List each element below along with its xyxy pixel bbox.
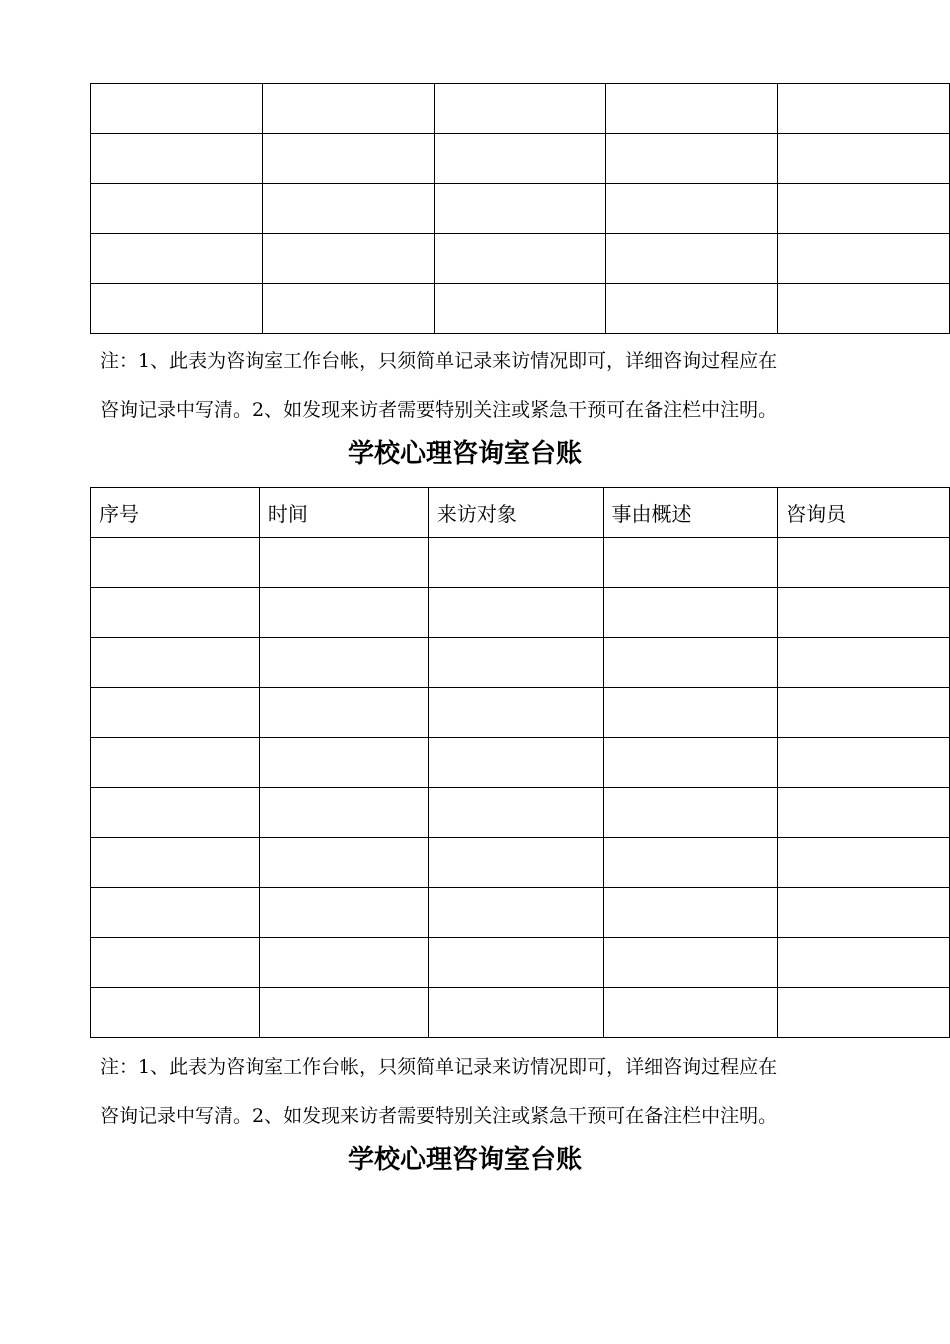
table-row — [91, 838, 950, 888]
table-cell[interactable] — [603, 638, 778, 688]
header-cell-counselor: 咨询员 — [778, 488, 950, 538]
table-cell[interactable] — [778, 234, 950, 284]
table-cell[interactable] — [606, 84, 778, 134]
table-cell[interactable] — [91, 134, 263, 184]
table-row — [91, 184, 950, 234]
table-cell[interactable] — [778, 788, 950, 838]
table-cell[interactable] — [434, 84, 606, 134]
header-cell-visitor: 来访对象 — [428, 488, 603, 538]
table-cell[interactable] — [778, 84, 950, 134]
table-cell[interactable] — [259, 988, 428, 1038]
note-line-2-second: 咨询记录中写清。2、如发现来访者需要特别关注或紧急干预可在备注栏中注明。 — [100, 1105, 778, 1127]
table-cell[interactable] — [91, 738, 260, 788]
table-cell[interactable] — [259, 588, 428, 638]
table-row — [91, 538, 950, 588]
table-header-row — [91, 488, 950, 538]
table-cell[interactable] — [91, 788, 260, 838]
table-cell[interactable] — [603, 738, 778, 788]
table-row — [91, 938, 950, 988]
table-cell[interactable] — [428, 588, 603, 638]
table-cell[interactable] — [262, 234, 434, 284]
table-cell[interactable] — [603, 838, 778, 888]
table-cell[interactable] — [428, 538, 603, 588]
table-cell[interactable] — [778, 688, 950, 738]
table-row — [91, 638, 950, 688]
table-cell[interactable] — [434, 184, 606, 234]
table-cell[interactable] — [778, 184, 950, 234]
table-cell[interactable] — [603, 938, 778, 988]
table-cell[interactable] — [262, 84, 434, 134]
table-cell[interactable] — [428, 938, 603, 988]
table-cell[interactable] — [778, 988, 950, 1038]
table-row — [91, 788, 950, 838]
table-cell[interactable] — [91, 888, 260, 938]
table-cell[interactable] — [603, 788, 778, 838]
table-cell[interactable] — [603, 538, 778, 588]
header-cell-time: 时间 — [259, 488, 428, 538]
table-cell[interactable] — [91, 538, 260, 588]
table-cell[interactable] — [778, 888, 950, 938]
header-cell-summary: 事由概述 — [603, 488, 778, 538]
ledger-table-main — [90, 487, 950, 1038]
note-line-1-second: 注：1、此表为咨询室工作台帐，只须简单记录来访情况即可，详细咨询过程应在 — [100, 1056, 778, 1078]
table-row — [91, 234, 950, 284]
table-row — [91, 688, 950, 738]
table-cell[interactable] — [259, 938, 428, 988]
note-line-2: 咨询记录中写清。2、如发现来访者需要特别关注或紧急干预可在备注栏中注明。 — [100, 399, 778, 421]
table-cell[interactable] — [603, 588, 778, 638]
table-cell[interactable] — [259, 788, 428, 838]
table-cell[interactable] — [91, 84, 263, 134]
table-cell[interactable] — [606, 284, 778, 334]
table-cell[interactable] — [259, 638, 428, 688]
table-cell[interactable] — [434, 234, 606, 284]
table-cell[interactable] — [603, 688, 778, 738]
table-cell[interactable] — [778, 538, 950, 588]
table-cell[interactable] — [91, 284, 263, 334]
table-cell[interactable] — [778, 738, 950, 788]
table-cell[interactable] — [91, 938, 260, 988]
table-cell[interactable] — [91, 638, 260, 688]
table-cell[interactable] — [778, 938, 950, 988]
table-row — [91, 988, 950, 1038]
header-cell-index: 序号 — [91, 488, 260, 538]
table-cell[interactable] — [434, 134, 606, 184]
table-cell[interactable] — [778, 638, 950, 688]
table-cell[interactable] — [259, 688, 428, 738]
table-cell[interactable] — [606, 234, 778, 284]
table-cell[interactable] — [428, 888, 603, 938]
table-cell[interactable] — [606, 134, 778, 184]
table-cell[interactable] — [778, 284, 950, 334]
table-cell[interactable] — [428, 788, 603, 838]
table-cell[interactable] — [428, 838, 603, 888]
table-cell[interactable] — [778, 588, 950, 638]
table-cell[interactable] — [91, 838, 260, 888]
table-row — [91, 588, 950, 638]
table-cell[interactable] — [259, 538, 428, 588]
table-cell[interactable] — [91, 588, 260, 638]
table-cell[interactable] — [262, 134, 434, 184]
table-cell[interactable] — [259, 838, 428, 888]
table-cell[interactable] — [428, 688, 603, 738]
note-line-1: 注：1、此表为咨询室工作台帐，只须简单记录来访情况即可，详细咨询过程应在 — [100, 350, 778, 372]
table-cell[interactable] — [603, 988, 778, 1038]
page-title: 学校心理咨询室台账 — [347, 439, 582, 469]
table-cell[interactable] — [428, 638, 603, 688]
table-row — [91, 134, 950, 184]
table-cell[interactable] — [778, 134, 950, 184]
table-cell[interactable] — [603, 888, 778, 938]
table-cell[interactable] — [606, 184, 778, 234]
table-cell[interactable] — [259, 888, 428, 938]
table-row — [91, 738, 950, 788]
table-cell[interactable] — [434, 284, 606, 334]
table-row — [91, 284, 950, 334]
table-cell[interactable] — [91, 688, 260, 738]
table-cell[interactable] — [428, 988, 603, 1038]
ledger-table-top — [90, 83, 950, 334]
table-cell[interactable] — [91, 988, 260, 1038]
table-row — [91, 84, 950, 134]
table-cell[interactable] — [778, 838, 950, 888]
table-cell[interactable] — [91, 234, 263, 284]
table-cell[interactable] — [91, 184, 263, 234]
table-cell[interactable] — [262, 184, 434, 234]
table-cell[interactable] — [259, 738, 428, 788]
table-row — [91, 888, 950, 938]
table-cell[interactable] — [428, 738, 603, 788]
table-cell[interactable] — [262, 284, 434, 334]
page-title-second: 学校心理咨询室台账 — [347, 1145, 582, 1175]
